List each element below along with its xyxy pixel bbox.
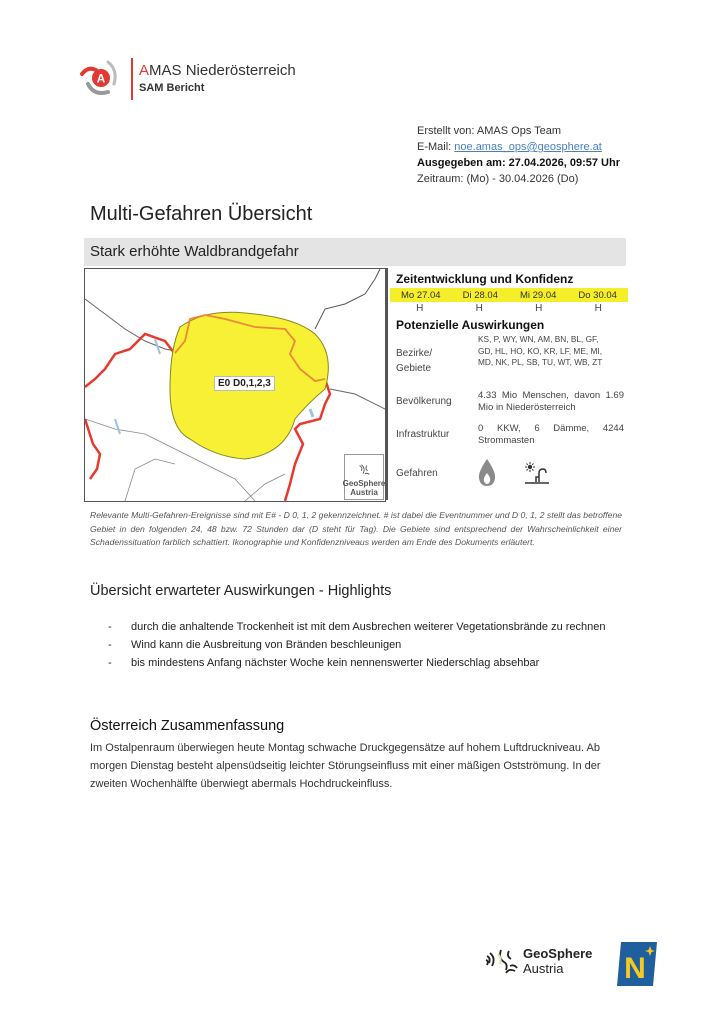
infrastructure-value: 0 KKW, 6 Dämme, 4244 Strommasten [478,423,624,446]
timeline-heading: Zeitentwicklung und Konfidenz [396,272,574,286]
amas-logo-icon [78,56,122,100]
app-title-accent: A [139,62,150,79]
map-caption: Relevante Multi-Gefahren-Ereignisse sind mit E# - D 0, 1, 2 gekennzeichnet. # ist dabei die Eventnummer und D 0, 1, 2 stellt das betroffene Gebiet in den folgenden 24, 48 bzw. 72 Stunden dar (D steht für Tag). Die Gebiete sind entsprechend der Wahrscheinlichkeit einer Schadenssituation farblich schattiert. Ikonographie und Konfidenzniveaus werden am Ende des Dokuments erläutert. [90,510,622,547]
email-link[interactable]: noe.amas_ops@geosphere.at [454,141,602,153]
created-by: Erstellt von: AMAS Ops Team [417,125,562,137]
fire-icon [476,458,498,488]
day-label: Mi 29.04 [519,289,557,301]
confidence-value: H [416,303,424,314]
population-label: Bevölkerung [396,396,452,407]
regional-border [330,389,385,409]
highlights-list [108,618,630,672]
hazards-label: Gefahren [396,468,438,479]
noe-logo-icon [615,940,659,988]
confidence-row [390,303,628,314]
list-item: - durch die anhaltende Trockenheit ist mit dem Ausbrechen weiterer Vegetationsbrände zu rechnen [108,618,630,636]
districts-value [478,334,624,369]
districts-label [396,346,432,376]
confidence-value: H [475,303,483,314]
list-item: - Wind kann die Ausbreitung von Bränden beschleunigen [108,636,630,654]
summary-text: Im Ostalpenraum überwiegen heute Montag schwache Druckgegensätze auf hohem Luftdruckniveau. Ab morgen Dienstag besteht alpensüdseitig leichter Störungseinfluss mit einer mäßigen Ostströmung. In der zweiten Wochenhälfte überwiegt abermals Hochdruckeinfluss. [90,742,601,790]
report-type: SAM Bericht [139,82,205,94]
confidence-value: H [594,303,602,314]
water-body [115,419,120,434]
day-bar [390,288,628,302]
event-label: E0 D0,1,2,3 [214,376,275,391]
day-label: Do 30.04 [578,289,617,301]
hazard-map[interactable] [84,268,386,502]
districts-line: GD, HL, HO, KO, KR, LF, ME, MI, [478,345,603,356]
day-label: Mo 27.04 [400,289,441,301]
drought-icon [524,461,550,485]
map-credit-line2: Austria [350,488,378,497]
hazard-title: Stark erhöhte Waldbrandgefahr [90,243,299,260]
infrastructure-label: Infrastruktur [396,429,450,440]
confidence-value: H [535,303,543,314]
map-credit [344,454,384,500]
svg-text:A: A [96,71,106,86]
report-meta [417,123,620,187]
districts-label-line2: Gebiete [396,363,432,374]
email-line [417,139,620,155]
logo-divider [131,58,133,100]
geosphere-country: Austria [523,961,564,976]
app-title [139,62,296,79]
period: Zeitraum: (Mo) - 30.04.2026 (Do) [417,173,579,185]
map-credit-line1: GeoSphere [342,479,386,488]
page-title: Multi-Gefahren Übersicht [90,203,313,225]
summary-heading: Österreich Zusammenfassung [90,718,285,734]
geosphere-logo-text [523,946,592,976]
list-item: - bis mindestens Anfang nächster Woche kein nennenswerter Niederschlag absehbar [108,654,630,672]
regional-border [125,459,175,501]
geosphere-name: GeoSphere [523,946,593,961]
population-value: 4.33 Mio Menschen, davon 1.69 Mio in Niederösterreich [478,390,624,413]
districts-line: KS, P, WY, WN, AM, BN, BL, GF, [478,334,599,344]
issued-date: Ausgegeben am: 27.04.2026, 09:57 Uhr [417,157,620,169]
day-label: Di 28.04 [462,289,498,301]
national-border [85,419,100,479]
districts-line: MD, NK, PL, SB, TU, WT, WB, ZT [478,357,603,367]
water-body [310,409,313,417]
impact-heading: Potenzielle Auswirkungen [396,318,545,332]
app-title-rest: MAS Niederösterreich [149,62,296,79]
geosphere-logo-icon [484,946,520,976]
regional-border [315,269,380,329]
highlights-heading: Übersicht erwarteter Auswirkungen - Highlights [90,583,392,599]
svg-text:N: N [624,952,646,985]
districts-label-line1: Bezirke/ [396,348,433,359]
email-label: E-Mail: [417,141,455,153]
impact-panel [386,268,628,500]
geosphere-mark-icon [355,462,373,478]
